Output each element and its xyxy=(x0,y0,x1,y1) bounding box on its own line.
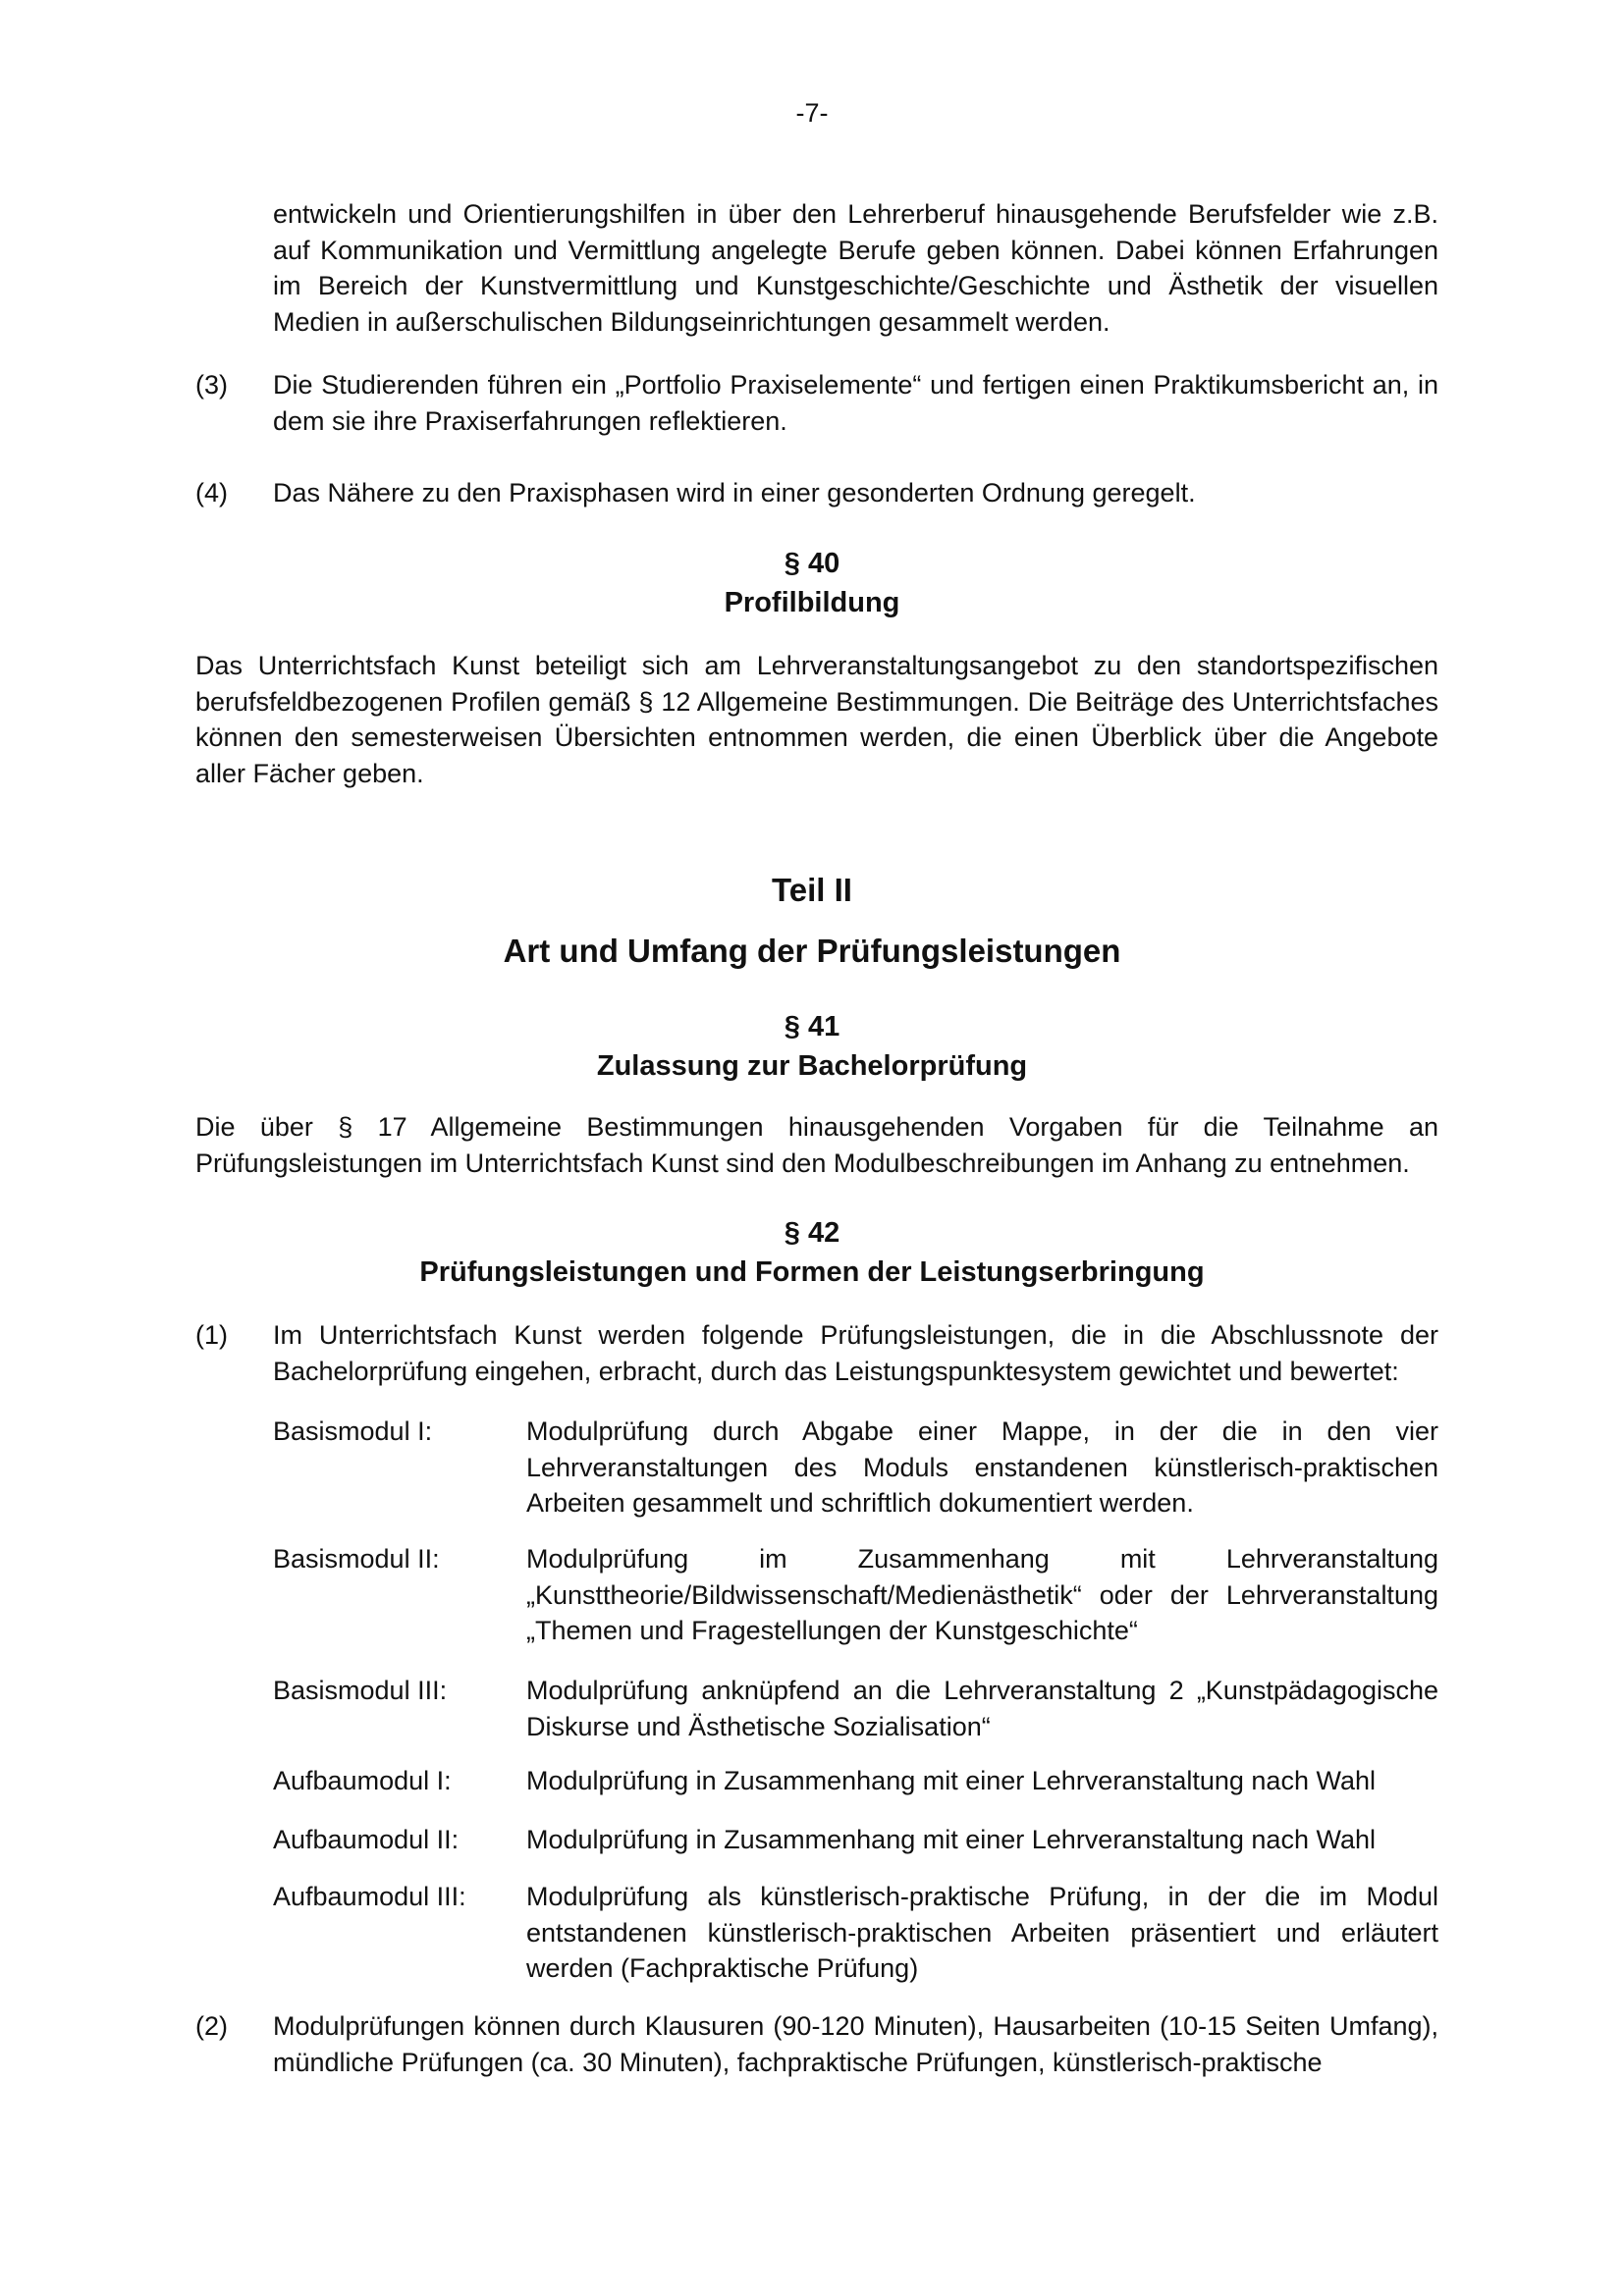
part-subtitle: Art und Umfang der Prüfungsleistungen xyxy=(503,933,1121,969)
page-number: -7- xyxy=(795,98,829,128)
item-4-text: Das Nähere zu den Praxisphasen wird in einer gesonderten Ordnung geregelt. xyxy=(273,478,1196,507)
item-4-number: (4) xyxy=(195,478,228,507)
module-text: Modulprüfung in Zusammenhang mit einer Lehrveranstaltung nach Wahl xyxy=(526,1825,1376,1854)
section-42-number: § 42 xyxy=(784,1217,840,1249)
section-40-title: Profilbildung xyxy=(724,587,900,618)
module-label: Aufbaumodul II: xyxy=(273,1825,460,1854)
item-3-text: Die Studierenden führen ein „Portfolio Praxiselemente“ und fertigen einen Praktikumsbericht an, in dem sie ihre Praxiserfahrungen reflektieren. xyxy=(273,370,1438,436)
module-text: Modulprüfung anknüpfend an die Lehrveranstaltung 2 „Kunstpädagogische Diskurse und Ästhetische Sozialisation“ xyxy=(526,1676,1438,1741)
section-40-text: Das Unterrichtsfach Kunst beteiligt sich am Lehrveranstaltungsangebot zu den standortspezifischen berufsfeldbezogenen Profilen gemäß § 12 Allgemeine Bestimmungen. Die Beiträge des Unterrichtsfaches können den semesterweisen Übersichten entnommen werden, die einen Überblick über die Angebote aller Fächer geben. xyxy=(195,651,1438,788)
module-label: Basismodul I: xyxy=(273,1416,433,1446)
part-title: Teil II xyxy=(772,872,852,908)
module-label: Aufbaumodul III: xyxy=(273,1882,466,1911)
intro-paragraph: entwickeln und Orientierungshilfen in über den Lehrerberuf hinausgehende Berufsfelder wie z.B. auf Kommunikation und Vermittlung angelegte Berufe geben können. Dabei können Erfahrungen im Bereich der Kunstvermittlung und Kunstgeschichte/Geschichte und Ästhetik der visuellen Medien in außerschulischen Bildungseinrichtungen gesammelt werden. xyxy=(273,199,1438,337)
section-42-item-1-text: Im Unterrichtsfach Kunst werden folgende Prüfungsleistungen, die in die Abschlussnote der Bachelorprüfung eingehen, erbracht, durch das Leistungspunktesystem gewichtet und bewertet: xyxy=(273,1320,1438,1386)
item-3-number: (3) xyxy=(195,370,228,400)
module-text: Modulprüfung in Zusammenhang mit einer Lehrveranstaltung nach Wahl xyxy=(526,1766,1376,1795)
section-42-item-2-number: (2) xyxy=(195,2011,228,2041)
module-text: Modulprüfung im Zusammenhang mit Lehrveranstaltung „Kunsttheorie/Bildwissenschaft/Medienästhetik“ oder der Lehrveranstaltung „Themen und Fragestellungen der Kunstgeschichte“ xyxy=(526,1544,1438,1645)
module-label: Basismodul III: xyxy=(273,1676,448,1705)
module-text: Modulprüfung durch Abgabe einer Mappe, in der die in den vier Lehrveranstaltungen des Moduls enstandenen künstlerisch-praktischen Arbeiten gesammelt und schriftlich dokumentiert werden. xyxy=(526,1416,1438,1518)
section-42-item-2-text: Modulprüfungen können durch Klausuren (90-120 Minuten), Hausarbeiten (10-15 Seiten Umfang), mündliche Prüfungen (ca. 30 Minuten), fachpraktische Prüfungen, künstlerisch-praktische xyxy=(273,2011,1438,2077)
section-41-title: Zulassung zur Bachelorprüfung xyxy=(596,1050,1028,1082)
section-41-number: § 41 xyxy=(784,1011,840,1042)
module-label: Aufbaumodul I: xyxy=(273,1766,452,1795)
module-text: Modulprüfung als künstlerisch-praktische Prüfung, in der die im Modul entstandenen künstlerisch-praktischen Arbeiten präsentiert und erläutert werden (Fachpraktische Prüfung) xyxy=(526,1882,1438,1983)
module-label: Basismodul II: xyxy=(273,1544,440,1574)
section-41-text: Die über § 17 Allgemeine Bestimmungen hinausgehenden Vorgaben für die Teilnahme an Prüfungsleistungen im Unterrichtsfach Kunst sind den Modulbeschreibungen im Anhang zu entnehmen. xyxy=(195,1112,1438,1178)
section-42-item-1-number: (1) xyxy=(195,1320,228,1350)
section-42-title: Prüfungsleistungen und Formen der Leistungserbringung xyxy=(419,1256,1205,1288)
section-40-number: § 40 xyxy=(784,548,840,579)
